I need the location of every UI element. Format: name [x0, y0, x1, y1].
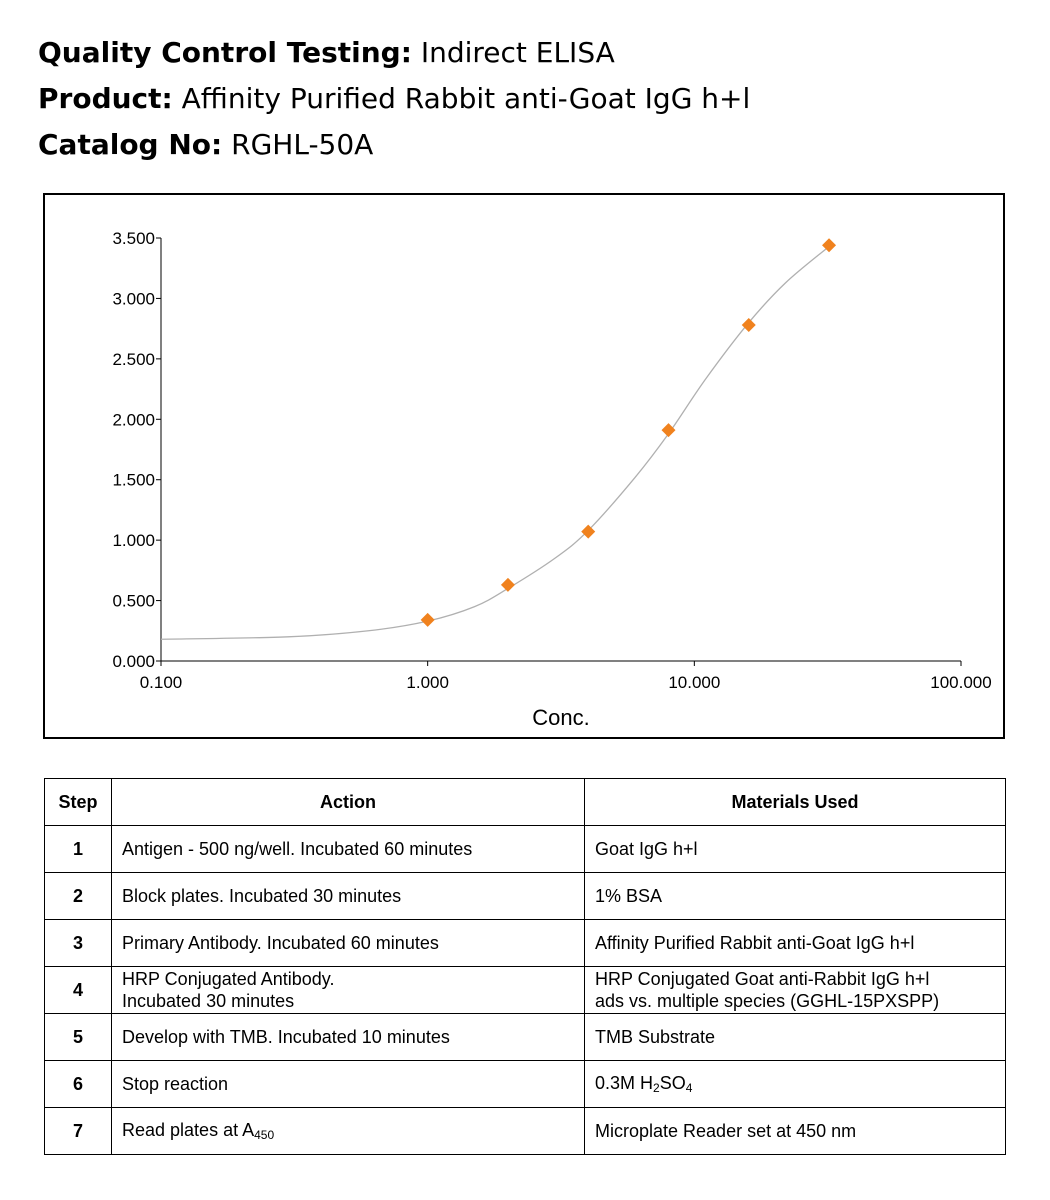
data-point: [661, 423, 675, 437]
material-cell: Goat IgG h+l: [585, 826, 1006, 873]
y-tick-label: 1.000: [112, 531, 155, 551]
step-number: 6: [45, 1061, 112, 1108]
material-cell: Microplate Reader set at 450 nm: [585, 1108, 1006, 1155]
step-number: 1: [45, 826, 112, 873]
action-line: Incubated 30 minutes: [122, 991, 295, 1011]
material-cell: Affinity Purified Rabbit anti-Goat IgG h+l: [585, 920, 1006, 967]
catalog-value: RGHL-50A: [231, 128, 374, 161]
qc-testing-label: Quality Control Testing:: [38, 36, 412, 69]
step-number: 4: [45, 967, 112, 1014]
table-row: [45, 1014, 1006, 1061]
table-row: [45, 1108, 1006, 1155]
header-action: Action: [112, 779, 585, 826]
step-number: 5: [45, 1014, 112, 1061]
product-value: Affinity Purified Rabbit anti-Goat IgG h+l: [181, 82, 751, 115]
table-row: [45, 1061, 1006, 1108]
material-subscript: 4: [685, 1081, 693, 1095]
product-label: Product:: [38, 82, 173, 115]
step-number: 7: [45, 1108, 112, 1155]
y-tick-label: 3.500: [112, 229, 155, 248]
data-point: [421, 613, 435, 627]
x-tick-label: 100.000: [930, 673, 992, 692]
action-cell: Develop with TMB. Incubated 10 minutes: [112, 1014, 585, 1061]
catalog-line: [38, 122, 750, 168]
data-point: [742, 318, 756, 332]
y-tick-label: 0.500: [112, 591, 155, 611]
material-cell: [585, 967, 1006, 1014]
y-tick-label: 2.000: [112, 410, 155, 430]
table-row: [45, 873, 1006, 920]
material-cell: [585, 1061, 1006, 1108]
action-cell: Stop reaction: [112, 1061, 585, 1108]
material-text: 0.3M H: [595, 1073, 654, 1093]
action-cell: [112, 967, 585, 1014]
action-cell: [112, 1108, 585, 1155]
action-cell: Primary Antibody. Incubated 60 minutes: [112, 920, 585, 967]
x-tick-label: 0.100: [139, 673, 183, 692]
action-line: HRP Conjugated Antibody.: [122, 969, 335, 989]
material-text: SO: [659, 1073, 686, 1093]
action-text: Read plates at A: [122, 1120, 255, 1140]
header-materials: Materials Used: [585, 779, 1006, 826]
elisa-chart: [43, 193, 1005, 739]
material-cell: TMB Substrate: [585, 1014, 1006, 1061]
action-cell: Antigen - 500 ng/well. Incubated 60 minutes: [112, 826, 585, 873]
procedure-table: [44, 778, 1006, 1155]
product-line: [38, 76, 750, 122]
table-row: [45, 967, 1006, 1014]
data-point: [501, 578, 515, 592]
table-header-row: [45, 779, 1006, 826]
fit-curve-line: [161, 246, 829, 639]
qc-testing-value: Indirect ELISA: [420, 36, 615, 69]
chart-svg: [45, 195, 1003, 737]
x-axis-title: Conc.: [532, 705, 590, 730]
y-tick-label: 2.500: [112, 349, 155, 369]
step-number: 3: [45, 920, 112, 967]
catalog-label: Catalog No:: [38, 128, 223, 161]
x-tick-label: 10.000: [668, 673, 721, 692]
table-row: [45, 826, 1006, 873]
step-number: 2: [45, 873, 112, 920]
table-row: [45, 920, 1006, 967]
action-subscript: 450: [254, 1128, 275, 1142]
action-cell: Block plates. Incubated 30 minutes: [112, 873, 585, 920]
material-line: ads vs. multiple species (GGHL-15PXSPP): [595, 991, 940, 1011]
qc-testing-line: [38, 30, 750, 76]
material-line: HRP Conjugated Goat anti-Rabbit IgG h+l: [595, 969, 930, 989]
data-point: [581, 525, 595, 539]
y-tick-label: 3.000: [112, 289, 155, 309]
y-tick-label: 1.500: [112, 470, 155, 490]
header: [38, 30, 750, 168]
material-subscript: 2: [653, 1081, 660, 1095]
material-cell: 1% BSA: [585, 873, 1006, 920]
y-tick-label: 0.000: [112, 652, 155, 671]
x-tick-label: 1.000: [406, 673, 449, 692]
header-step: Step: [45, 779, 112, 826]
